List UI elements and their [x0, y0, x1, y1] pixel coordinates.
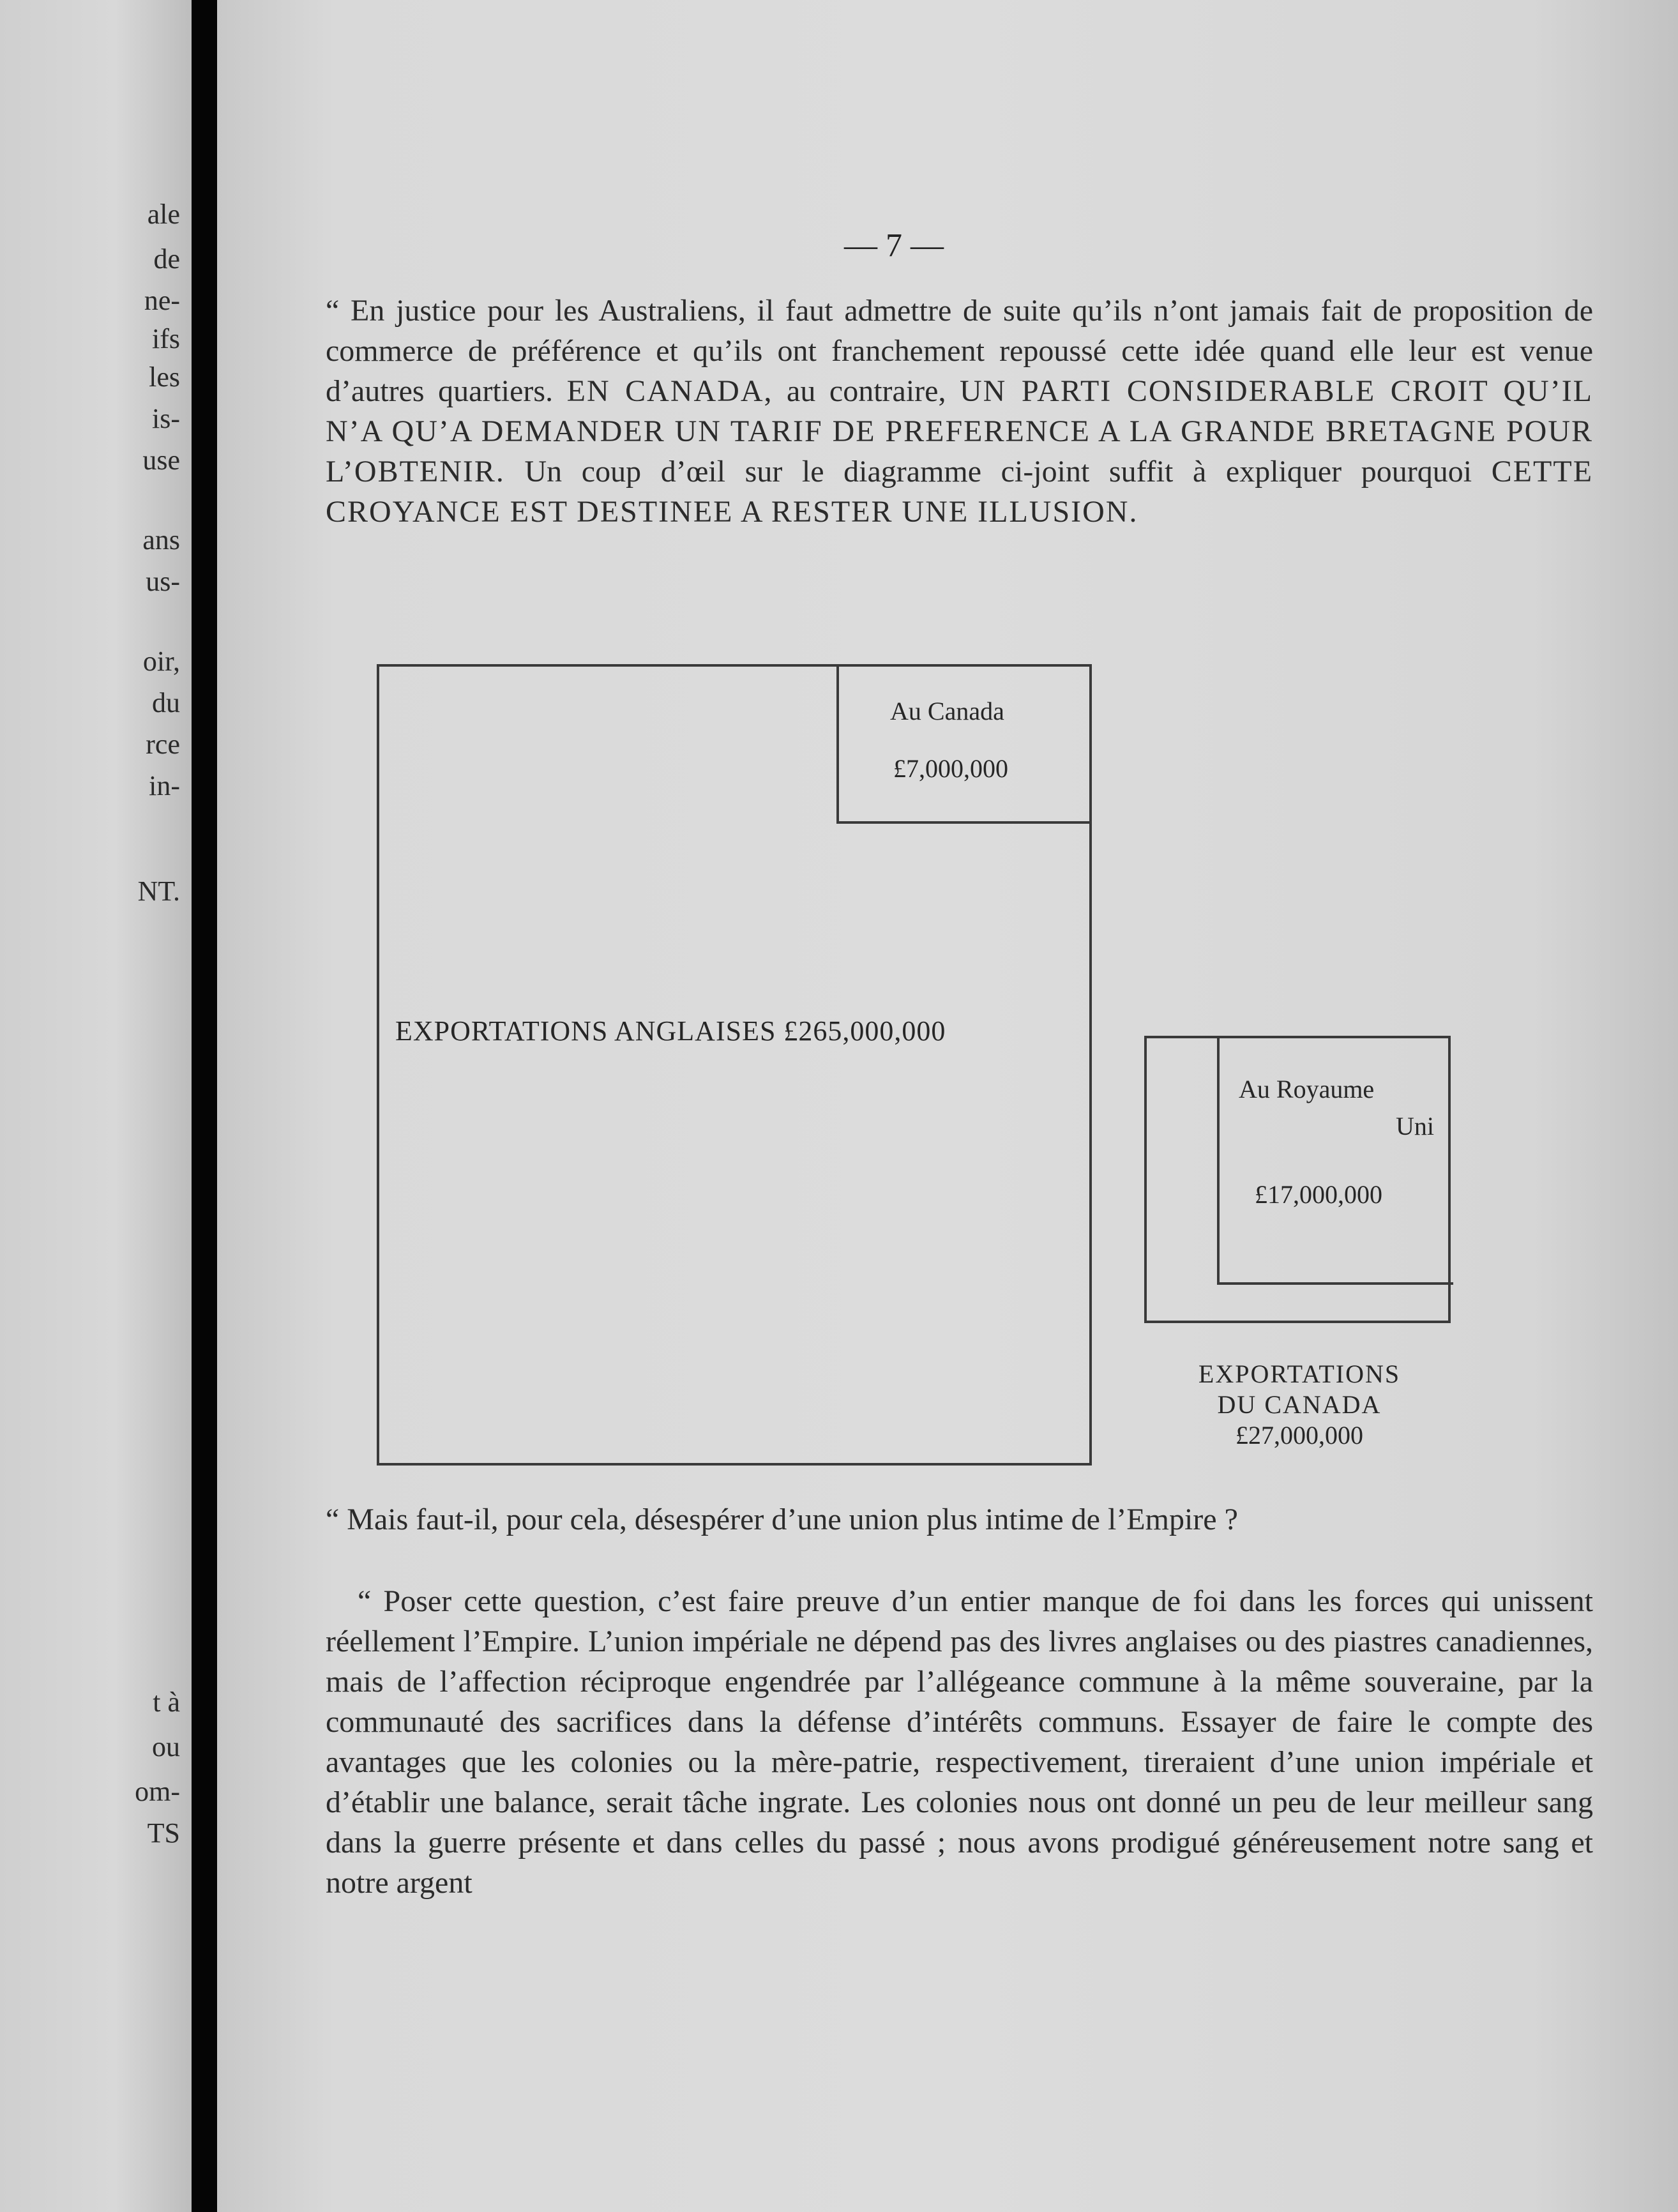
facing-page-fragment: use — [142, 444, 180, 476]
exports-to-uk-box — [1217, 1036, 1453, 1285]
paragraph-question: “ Mais faut-il, pour cela, désespérer d’une union plus intime de l’Empire ? — [326, 1503, 1238, 1536]
facing-page-fragment: oir, — [142, 646, 180, 677]
canadian-exports-caption — [1133, 1359, 1465, 1451]
paragraph-australia-canada — [326, 291, 1593, 532]
caption-line: DU CANADA — [1217, 1390, 1382, 1419]
exports-to-canada-label: Au Canada — [890, 697, 1004, 725]
exports-to-canada-value: £7,000,000 — [893, 754, 1008, 783]
facing-page-fragment: TS — [147, 1817, 180, 1849]
facing-page-fragment: du — [152, 687, 180, 718]
book-gutter — [192, 0, 217, 2212]
document-page — [217, 0, 1678, 2212]
british-exports-box — [377, 664, 1092, 1466]
british-exports-label: EXPORTATIONS ANGLAISES £265,000,000 — [395, 1015, 946, 1047]
exports-to-canada-box — [836, 664, 1092, 824]
paragraph-text: au contraire, — [787, 374, 960, 408]
facing-page-fragment: t à — [153, 1686, 180, 1718]
facing-page-fragment: ou — [152, 1731, 180, 1762]
paragraph-emphasis: EN CANADA, — [566, 374, 773, 408]
facing-page-fragment: ifs — [152, 323, 180, 354]
caption-line: EXPORTATIONS — [1198, 1360, 1401, 1388]
facing-page-fragment: ans — [142, 524, 180, 556]
exports-to-uk-value: £17,000,000 — [1255, 1180, 1382, 1209]
facing-page-fragment: is- — [152, 403, 180, 434]
paragraph-imperial-union: “ Poser cette question, c’est faire preuve d’un entier manque de foi dans les forces qui unissent réellement l’Empire. L’union impériale ne dépend pas des livres anglaises ou des piastres canadiennes, mais de l’affection réciproque engendrée par l’allégeance commune à la même souveraine, par la communauté des sacrifices dans la défense d’intérêts communs. Essayer de faire le compte des avantages que les colonies ou la mère-patrie, respectivement, tireraient d’une union impériale et d’établir une balance, serait tâche ingrate. Les colonies nous ont donné un peu de leur meilleur sang dans la guerre présente et dans celles du passé ; nous avons prodigué généreusement notre sang et notre argent — [326, 1584, 1593, 1900]
facing-page-fragment: de — [153, 243, 180, 275]
facing-page-edge — [0, 0, 192, 2212]
page-number: — 7 — — [844, 227, 944, 264]
paragraph-emphasis: CETTE CROYANCE EST DESTINEE A RESTER UNE ILLUSION. — [326, 455, 1594, 529]
facing-page-fragment: ne- — [144, 285, 180, 316]
paragraph-emphasis: UN PARTI CONSIDERABLE CROIT QU’IL N’A QU’A DEMANDER UN TARIF DE PREFERENCE A LA GRANDE BRETAGNE POUR L’OBTENIR. — [326, 374, 1593, 489]
canadian-exports-box — [1144, 1036, 1451, 1323]
exports-to-uk-label: Au Royaume — [1239, 1075, 1375, 1103]
caption-value: £27,000,000 — [1236, 1421, 1363, 1450]
facing-page-fragment: rce — [146, 729, 180, 760]
facing-page-fragment: us- — [146, 566, 180, 597]
facing-page-fragment: NT. — [137, 875, 180, 907]
facing-page-fragment: les — [149, 361, 180, 393]
facing-page-fragment: in- — [149, 770, 180, 801]
facing-page-fragment: om- — [135, 1776, 180, 1807]
facing-page-fragment: ale — [147, 199, 180, 230]
paragraph-text: Un coup d’œil sur le diagramme ci-joint suffit à expliquer pourquoi — [524, 455, 1492, 489]
paragraph-text: “ En justice pour les Australiens, il faut admettre de suite qu’ils n’ont jamais fait de proposition de commerce de préférence et qu’ils ont franchement repoussé cette idée quand elle leur est venue d’autres quartiers. — [326, 294, 1593, 408]
exports-to-uk-label-cont: Uni — [1396, 1112, 1434, 1140]
